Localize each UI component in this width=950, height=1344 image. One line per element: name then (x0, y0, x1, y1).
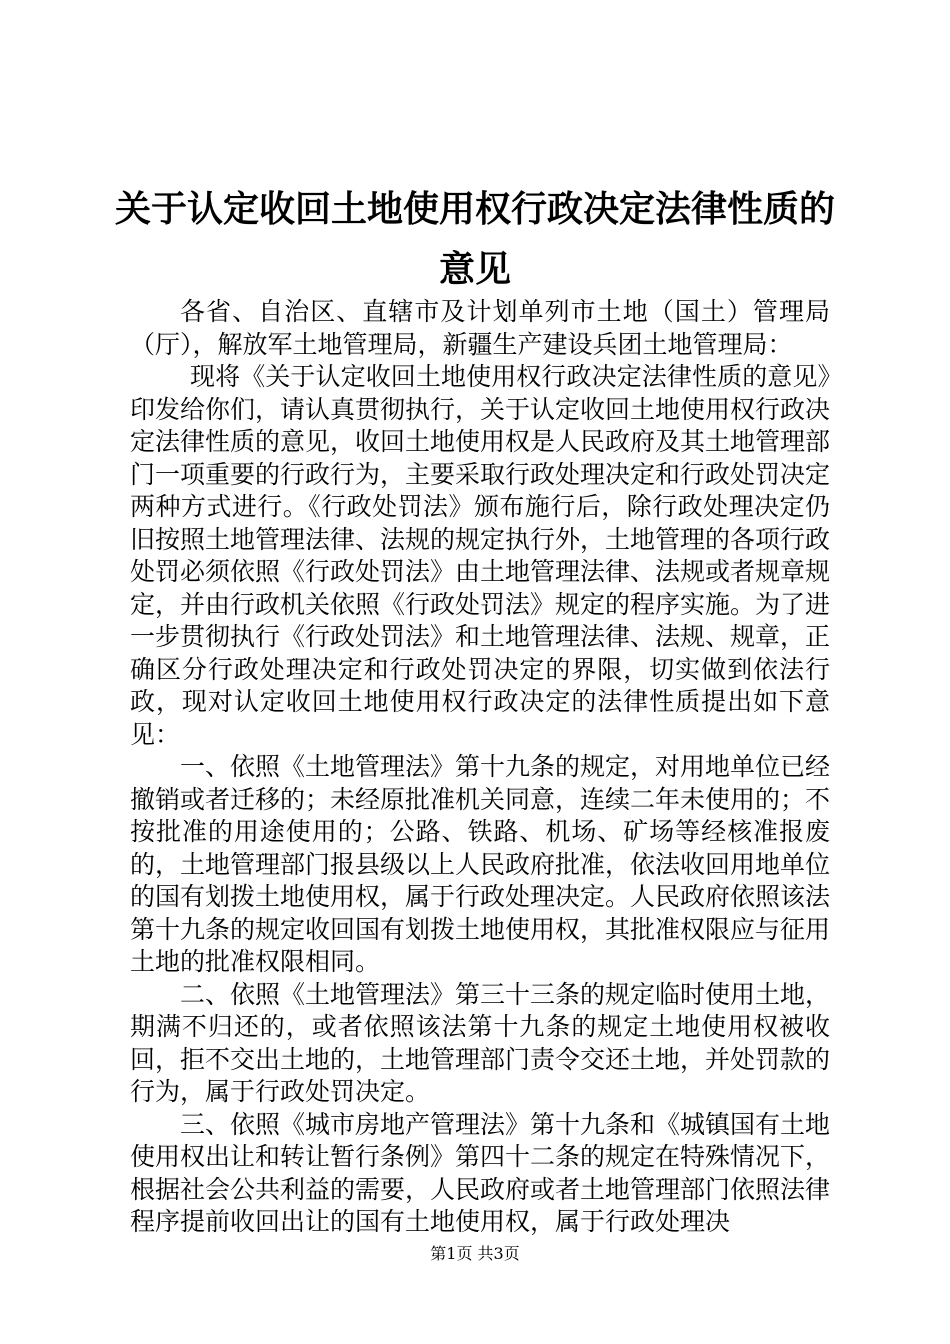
document-body (130, 296, 830, 1239)
body-paragraph-item-3: 三、依照《城市房地产管理法》第十九条和《城镇国有土地使用权出让和转让暂行条例》第四十二条的规定在特殊情况下，根据社会公共利益的需要，人民政府或者土地管理部门依照法律程序提前收回出让的国有土地使用权，属于行政处理决 (130, 1109, 831, 1236)
body-paragraph-item-2: 二、依照《土地管理法》第三十三条的规定临时使用土地，期满不归还的，或者依照该法第十九条的规定土地使用权被收回，拒不交出土地的，土地管理部门责令交还土地，并处罚款的行为，属于行政处罚决定。 (130, 979, 831, 1106)
title-line-2: 意见 (438, 249, 511, 290)
document-title (110, 180, 840, 300)
title-line-1: 关于认定收回土地使用权行政决定法律性质的 (114, 189, 835, 230)
body-paragraph-item-1: 一、依照《土地管理法》第十九条的规定，对用地单位已经撤销或者迁移的；未经原批准机关同意，连续二年未使用的；不按批准的用途使用的；公路、铁路、机场、矿场等经核准报废的，土地管理部门报县级以上人民政府批准，依法收回用地单位的国有划拨土地使用权，属于行政处理决定。人民政府依照该法第十九条的规定收回国有划拨土地使用权，其批准权限应与征用土地的批准权限相同。 (130, 752, 831, 976)
page-footer: 第1页 共3页 (430, 1244, 520, 1263)
addressee-paragraph: 各省、自治区、直辖市及计划单列市土地（国土）管理局（厅），解放军土地管理局，新疆生产建设兵团土地管理局： (130, 297, 830, 359)
body-paragraph-intro: 现将《关于认定收回土地使用权行政决定法律性质的意见》印发给你们，请认真贯彻执行，关于认定收回土地使用权行政决定法律性质的意见，收回土地使用权是人民政府及其土地管理部门一项重要的行政行为，主要采取行政处理决定和行政处罚决定两种方式进行。《行政处罚法》颁布施行后，除行政处理决定仍旧按照土地管理法律、法规的规定执行外，土地管理的各项行政处罚必须依照《行政处罚法》由土地管理法律、法规或者规章规定，并由行政机关依照《行政处罚法》规定的程序实施。为了进一步贯彻执行《行政处罚法》和土地管理法律、法规、规章，正确区分行政处理决定和行政处罚决定的界限，切实做到依法行政，现对认定收回土地使用权行政决定的法律性质提出如下意见： (130, 362, 831, 749)
